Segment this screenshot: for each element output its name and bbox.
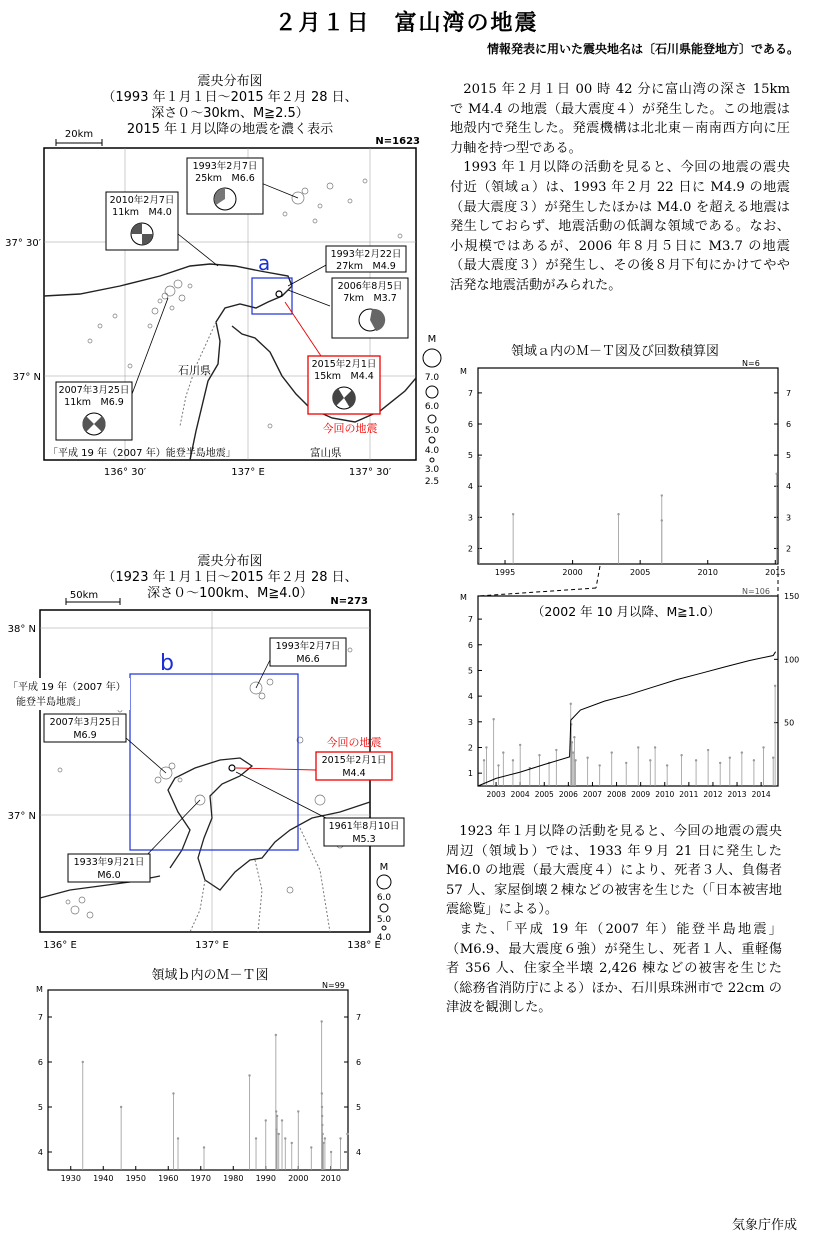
- y-tick-label: 2: [467, 544, 473, 554]
- mt-point: [519, 744, 521, 746]
- x-tick-label: 2010: [655, 790, 675, 799]
- mt-point: [598, 764, 600, 766]
- y-tick-label: 3: [467, 513, 473, 523]
- mt-point: [346, 1133, 348, 1135]
- x-tick-label: 2005: [629, 568, 651, 577]
- text-paragraph: 1923 年１月以降の活動を見ると、今回の地震の震央周辺（領域ｂ）では、1933 年９月 21 日に発生した M6.0 の地震（最大震度４）により、死者３人、負傷者 57 人、家屋倒壊２棟などの被害を生じた（「日本被害地震総覧」による）。: [446, 824, 782, 918]
- svg-text:1933年9月21日: 1933年9月21日: [73, 857, 145, 868]
- mt-point: [512, 759, 514, 761]
- y-tick-label: 4: [356, 1148, 362, 1157]
- x-tick-label: 2010: [320, 1174, 341, 1183]
- mt-point: [265, 1119, 267, 1121]
- mt-point: [574, 759, 576, 761]
- mt-point: [120, 1106, 122, 1108]
- mt-point: [284, 1137, 286, 1139]
- map2-caption-line: （1923 年１月１日～2015 年２月 28 日、: [102, 570, 358, 585]
- mt-point: [775, 473, 777, 475]
- x-tick-label: 1940: [93, 1174, 114, 1183]
- region-a-label: a: [258, 251, 271, 275]
- map1-toyama-label: 富山県: [310, 447, 342, 459]
- chart-a2-count: N=106: [742, 587, 770, 596]
- mt-point: [483, 759, 485, 761]
- x-tick-label: 2010: [697, 568, 718, 577]
- mt-point: [649, 759, 651, 761]
- mt-point: [680, 754, 682, 756]
- x-tick-label: 2003: [486, 790, 506, 799]
- map1: [5, 126, 440, 487]
- mt-point: [297, 1110, 299, 1112]
- svg-text:5.0: 5.0: [424, 426, 440, 436]
- svg-text:M: M: [427, 334, 437, 345]
- map1-count: N=1623: [375, 136, 420, 147]
- mt-point: [661, 494, 663, 496]
- svg-text:5.0: 5.0: [376, 915, 392, 925]
- map1-event-1993-02-22: [326, 246, 406, 272]
- mt-point: [611, 751, 613, 753]
- svg-text:M6.6: M6.6: [296, 654, 320, 665]
- y-tick-label: 5: [37, 1103, 43, 1112]
- y2-tick-label: 50: [784, 718, 795, 728]
- x-tick-label: 2005: [534, 790, 554, 799]
- y-tick-label: 4: [467, 692, 473, 702]
- chart-a-xticks: [495, 560, 786, 577]
- mt-point: [322, 1142, 324, 1144]
- region-b-label: b: [160, 651, 174, 676]
- y-tick-label: 2: [467, 743, 473, 753]
- x-tick-label: 2013: [727, 790, 747, 799]
- chart-a-title: 領域ａ内のＭ－Ｔ図及び回数積算図: [510, 344, 719, 359]
- y-tick-label: 4: [37, 1148, 43, 1157]
- mt-point: [330, 1151, 332, 1153]
- mt-point: [555, 749, 557, 751]
- mt-point: [278, 1133, 280, 1135]
- y-tick-label: 1: [467, 769, 473, 779]
- text-paragraph: また、「平成 19 年（2007 年）能登半島地震」（M6.9、最大震度６強）が発生し、死者１人、重軽傷者 356 人、住家全半壊 2,426 棟などの被害を生じた（総務省消防庁による）ほか、石川県珠洲市で 22cm の津波を観測した。: [446, 921, 782, 1016]
- chart-a2-yticks: [468, 615, 482, 778]
- map1-event-2006-08-05: [332, 278, 408, 338]
- mt-point: [275, 1034, 277, 1036]
- mt-point: [281, 1119, 283, 1121]
- map2-lon-label: 138° E: [347, 940, 381, 951]
- chart-a2-marks: [483, 685, 776, 786]
- map1-scale-label: 20km: [64, 129, 94, 140]
- mt-point: [512, 513, 514, 515]
- svg-text:M6.9: M6.9: [73, 730, 97, 741]
- chart-b-yticks: [38, 1013, 361, 1157]
- chart-b-ylabel: M: [36, 985, 43, 994]
- x-tick-label: 2012: [703, 790, 723, 799]
- y-tick-label: 6: [356, 1058, 362, 1067]
- map2-mag-legend: [377, 862, 392, 943]
- map2-scale-label: 50km: [69, 590, 99, 601]
- mt-point: [321, 1124, 323, 1126]
- chart-b-count: N=99: [322, 981, 345, 990]
- chart-a2-cumulative-line: [478, 652, 776, 786]
- y2-tick-label: 150: [784, 592, 800, 601]
- mt-point: [321, 1115, 323, 1117]
- x-tick-label: 1990: [255, 1174, 276, 1183]
- mt-point: [617, 513, 619, 515]
- mt-point: [571, 741, 573, 743]
- text-paragraph: 2015 年２月１日 00 時 42 分に富山湾の深さ 15km で M4.4 の地震（最大震度４）が発生した。この地震は地殻内で発生した。発震機構は北北東－南南西方向に圧力軸を持つ型である。: [450, 82, 790, 156]
- mt-point: [492, 718, 494, 720]
- y-tick-label: 4: [786, 482, 792, 492]
- mt-point: [291, 1142, 293, 1144]
- mt-point: [82, 1061, 84, 1063]
- map1-caption-line: 2015 年１月以降の地震を濃く表示: [126, 122, 334, 137]
- mt-point: [502, 751, 504, 753]
- map1-lon-label: 137° 30′: [348, 467, 392, 478]
- svg-text:4.0: 4.0: [376, 933, 392, 943]
- x-tick-label: 2006: [558, 790, 578, 799]
- x-tick-label: 2008: [607, 790, 627, 799]
- map2-event-2007-03-25: [44, 714, 126, 742]
- x-tick-label: 2014: [751, 790, 771, 799]
- x-tick-label: 1970: [190, 1174, 211, 1183]
- y-tick-label: 7: [467, 615, 473, 625]
- mt-point: [310, 1146, 312, 1148]
- y-tick-label: 5: [467, 451, 473, 461]
- svg-text:1961年8月10日: 1961年8月10日: [328, 821, 400, 832]
- x-tick-label: 2000: [288, 1174, 309, 1183]
- map1-caption-line: 深さ０～30km、M≧2.5）: [151, 106, 309, 121]
- mt-point: [321, 1133, 323, 1135]
- y2-tick-label: 100: [784, 655, 800, 665]
- chart-a-count: N=6: [742, 359, 760, 368]
- svg-text:2010年2月7日: 2010年2月7日: [109, 195, 175, 206]
- svg-text:能登半島地震」: 能登半島地震」: [16, 697, 86, 708]
- mt-point: [772, 757, 774, 759]
- mt-point: [666, 764, 668, 766]
- chart-a2-frame: [478, 596, 778, 786]
- mt-point: [625, 762, 627, 764]
- mt-point: [248, 1074, 250, 1076]
- chart-a2-xticks: [487, 782, 771, 799]
- svg-text:M4.4: M4.4: [342, 768, 366, 779]
- map1-lat-label: 37° N: [12, 372, 41, 383]
- svg-text:2007年3月25日: 2007年3月25日: [49, 717, 121, 728]
- svg-text:1993年2月7日: 1993年2月7日: [192, 161, 258, 172]
- mt-point: [586, 757, 588, 759]
- chart-b-frame: [48, 990, 348, 1170]
- mt-point: [203, 1146, 205, 1148]
- x-tick-label: 2007: [582, 790, 603, 799]
- x-tick-label: 1960: [158, 1174, 179, 1183]
- svg-text:3.0: 3.0: [424, 465, 440, 475]
- y-tick-label: 4: [467, 482, 473, 492]
- mt-point: [741, 751, 743, 753]
- svg-text:M6.0: M6.0: [97, 870, 121, 881]
- svg-text:7.0: 7.0: [424, 373, 440, 383]
- map2-lat-label: 38° N: [7, 624, 36, 635]
- chart-a: [446, 360, 810, 805]
- svg-text:15km M4.4: 15km M4.4: [314, 371, 374, 382]
- y-tick-label: 2: [786, 544, 792, 554]
- chart-a2-subtitle: （2002 年 10 月以降、M≧1.0）: [531, 604, 721, 619]
- y-tick-label: 6: [467, 420, 473, 429]
- mt-point: [276, 1115, 278, 1117]
- mt-point: [729, 757, 731, 759]
- svg-text:1993年2月7日: 1993年2月7日: [275, 641, 341, 652]
- x-tick-label: 1995: [494, 568, 516, 577]
- y-tick-label: 3: [786, 513, 792, 523]
- mt-point: [321, 1106, 323, 1108]
- mt-point: [538, 754, 540, 756]
- chart-b-xticks: [61, 1166, 341, 1183]
- mt-point: [654, 746, 656, 748]
- mt-point: [695, 759, 697, 761]
- y-tick-label: 5: [356, 1103, 362, 1112]
- map2-event-1961-08-10: [324, 818, 404, 846]
- mt-point: [637, 746, 639, 748]
- y-tick-label: 7: [467, 388, 473, 398]
- source-note: 情報発表に用いた震央地名は〔石川県能登地方〕である。: [486, 42, 799, 56]
- chart-a-yticks: [468, 389, 791, 554]
- map1-ishikawa-label: 石川県: [178, 364, 211, 377]
- mt-point: [485, 746, 487, 748]
- mt-point: [774, 685, 776, 687]
- svg-text:M: M: [379, 862, 389, 873]
- svg-text:11km M4.0: 11km M4.0: [112, 207, 172, 218]
- map1-current-label: 今回の地震: [322, 422, 378, 435]
- map1-event-1993-02-07: [187, 158, 263, 214]
- mt-point: [661, 519, 663, 521]
- mt-point: [762, 746, 764, 748]
- mt-point: [570, 703, 572, 705]
- map2-lon-label: 136° E: [43, 940, 77, 951]
- svg-text:6.0: 6.0: [376, 893, 392, 903]
- y-tick-label: 5: [786, 451, 792, 461]
- map1-mag-legend: [423, 334, 441, 487]
- map2-event-1993-02-07: [270, 638, 346, 666]
- zoom-connector: [478, 588, 596, 596]
- mt-point: [339, 1137, 341, 1139]
- y-tick-label: 3: [467, 717, 473, 727]
- chart-b-marks: [82, 1020, 349, 1170]
- x-tick-label: 2000: [562, 568, 583, 577]
- svg-text:7km M3.7: 7km M3.7: [343, 293, 397, 304]
- chart-a-marks: [478, 457, 778, 564]
- map2-noto-label: [2, 678, 130, 710]
- text-block-1: [450, 80, 790, 296]
- svg-text:2007年3月25日: 2007年3月25日: [58, 385, 130, 396]
- svg-text:1993年2月22日: 1993年2月22日: [330, 249, 402, 260]
- svg-text:2.5: 2.5: [424, 477, 440, 487]
- map1-lon-label: 136° 30′: [103, 467, 147, 478]
- map1-noto-label: 「平成 19 年（2007 年）能登半島地震」: [48, 448, 236, 459]
- svg-text:2006年8月5日: 2006年8月5日: [337, 281, 403, 292]
- x-tick-label: 2011: [679, 790, 699, 799]
- svg-text:27km M4.9: 27km M4.9: [336, 261, 396, 272]
- svg-text:11km M6.9: 11km M6.9: [64, 397, 124, 408]
- x-tick-label: 2009: [631, 790, 651, 799]
- chart-a2-ylabel: M: [460, 593, 467, 602]
- y-tick-label: 5: [467, 666, 473, 676]
- map1-event-2015-02-01: [308, 356, 380, 414]
- svg-text:M5.3: M5.3: [352, 834, 376, 845]
- map2-event-1933-09-21: [68, 854, 150, 882]
- mt-point: [707, 749, 709, 751]
- x-tick-label: 1980: [223, 1174, 244, 1183]
- map2-lon-label: 137° E: [195, 940, 229, 951]
- map2-current-label: 今回の地震: [326, 736, 382, 749]
- x-tick-label: 1930: [60, 1174, 81, 1183]
- map2-event-2015-02-01: [316, 752, 392, 780]
- map2: [0, 590, 440, 960]
- map1-event-2007-03-25: [56, 382, 132, 440]
- map1-caption-line: 震央分布図: [197, 74, 263, 89]
- map1-lon-label: 137° E: [231, 467, 265, 478]
- mt-point: [177, 1137, 179, 1139]
- y-tick-label: 6: [786, 420, 792, 429]
- mt-point: [478, 457, 480, 459]
- map1-event-2010-02-07: [106, 192, 178, 250]
- y-tick-label: 7: [37, 1013, 43, 1022]
- y-tick-label: 6: [37, 1058, 43, 1067]
- svg-text:25km M6.6: 25km M6.6: [195, 173, 255, 184]
- mt-point: [573, 736, 575, 738]
- chart-a-frame: [478, 368, 778, 564]
- mt-point: [753, 759, 755, 761]
- chart-a-ylabel: M: [460, 367, 467, 376]
- mt-point: [719, 762, 721, 764]
- footer-credit: 気象庁作成: [731, 1218, 797, 1233]
- svg-text:2015年2月1日: 2015年2月1日: [321, 755, 387, 766]
- mt-point: [320, 1020, 322, 1022]
- page-title: ２月１日 富山湾の地震: [274, 11, 539, 36]
- mt-point: [324, 1137, 326, 1139]
- mt-point: [172, 1092, 174, 1094]
- map2-count: N=273: [330, 596, 368, 607]
- y-tick-label: 7: [356, 1013, 362, 1022]
- x-tick-label: 1950: [125, 1174, 146, 1183]
- svg-text:6.0: 6.0: [424, 402, 440, 412]
- text-block-2: [446, 822, 782, 1018]
- map2-lat-label: 37° N: [7, 811, 36, 822]
- svg-text:「平成 19 年（2007 年）: 「平成 19 年（2007 年）: [8, 682, 126, 693]
- map2-caption-line: 震央分布図: [197, 554, 263, 569]
- y-tick-label: 7: [786, 388, 792, 398]
- text-paragraph: 1993 年１月以降の活動を見ると、今回の地震の震央付近（領域ａ）は、1993 年２月 22 日に M4.9 の地震（最大震度３）が発生したほかは M4.0 を超える地震は発生しておらず、地震活動の低調な領域である。なお、小規模ではあるが、2006 年８月５日に M3.7 の地震（最大震度３）が発生し、その後８月下旬にかけてやや活発な地震活動がみられた。: [450, 160, 790, 293]
- x-tick-label: 2015: [765, 568, 786, 577]
- x-tick-label: 2004: [510, 790, 530, 799]
- chart-b: [26, 981, 366, 1199]
- zoom-connector: [596, 566, 600, 588]
- svg-text:4.0: 4.0: [424, 446, 440, 456]
- map1-lat-label: 37° 30′: [5, 238, 41, 249]
- mt-point: [255, 1137, 257, 1139]
- svg-text:2015年2月1日: 2015年2月1日: [311, 359, 377, 370]
- mt-point: [321, 1092, 323, 1094]
- mt-point: [497, 764, 499, 766]
- y-tick-label: 6: [467, 640, 473, 650]
- map1-caption-line: （1993 年１月１日～2015 年２月 28 日、: [102, 90, 358, 105]
- map2-caption-line: 深さ０～100km、M≧4.0）: [147, 586, 313, 601]
- chart-b-title: 領域ｂ内のＭ－Ｔ図: [151, 968, 269, 983]
- mt-point: [275, 1110, 277, 1112]
